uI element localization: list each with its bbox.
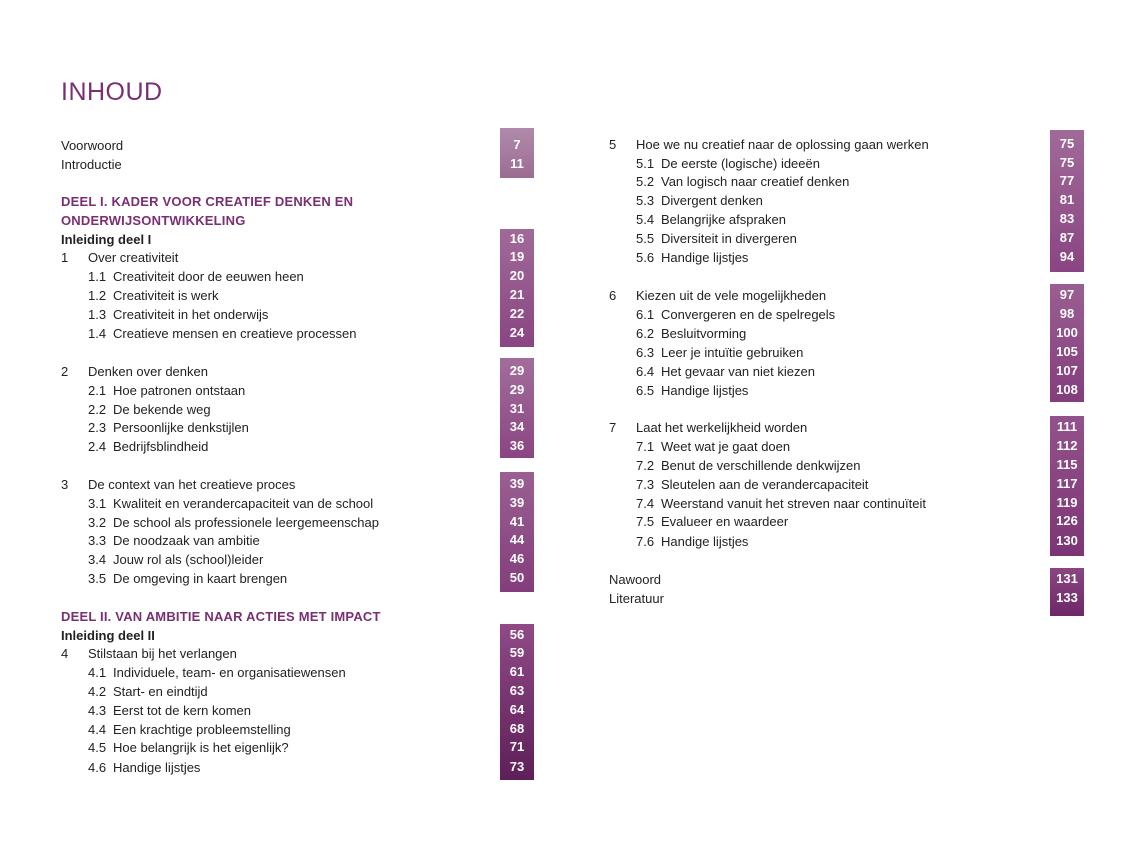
toc-entry-label: Handige lijstjes	[113, 760, 201, 775]
toc-entry-label: Hoe belangrijk is het eigenlijk?	[113, 740, 289, 755]
toc-page-number: 34	[509, 419, 525, 434]
toc-page-number: 50	[509, 570, 525, 585]
section-number: 6.2	[636, 326, 655, 341]
toc-entry-label: Weet wat je gaat doen	[661, 439, 791, 454]
toc-page-number: 97	[1059, 287, 1075, 302]
toc-page-number: 111	[1056, 419, 1078, 434]
section-number: 2.4	[88, 439, 107, 454]
section-number: 4.4	[88, 722, 107, 737]
toc-page-number: 94	[1059, 249, 1075, 264]
toc-page-number: 105	[1056, 344, 1078, 359]
section-number: 3.3	[88, 533, 107, 548]
toc-page-number: 36	[509, 438, 525, 453]
chapter-number: 2	[61, 364, 69, 379]
section-number: 1.1	[88, 269, 107, 284]
toc-page-number: 112	[1056, 438, 1078, 453]
toc-entry-label: Divergent denken	[661, 193, 763, 208]
section-number: 3.5	[88, 571, 107, 586]
toc-entry-label: Sleutelen aan de verandercapaciteit	[661, 477, 869, 492]
toc-page-number: 117	[1056, 476, 1078, 491]
toc-page-number: 107	[1056, 363, 1078, 378]
toc-page-number: 16	[509, 231, 525, 246]
section-number: 1.4	[88, 326, 107, 341]
chapter-number: 5	[609, 137, 617, 152]
toc-entry-label: De omgeving in kaart brengen	[113, 571, 288, 586]
toc-page-number: 75	[1059, 155, 1075, 170]
toc-entry-label: Handige lijstjes	[661, 534, 749, 549]
toc-page-number: 130	[1056, 533, 1078, 548]
toc-entry-label: Persoonlijke denkstijlen	[113, 420, 249, 435]
chapter-number: 1	[61, 250, 69, 265]
section-number: 4.1	[88, 665, 107, 680]
toc-page-number: 87	[1059, 230, 1075, 245]
toc-entry-label: Hoe we nu creatief naar de oplossing gaan werken	[636, 137, 929, 152]
toc-page-number: 131	[1056, 571, 1078, 586]
section-number: 5.6	[636, 250, 655, 265]
section-number: 3.2	[88, 515, 107, 530]
toc-page-number: 24	[509, 325, 525, 340]
toc-title: INHOUD	[61, 78, 163, 106]
toc-page-number: 59	[509, 645, 525, 660]
toc-page-number: 31	[509, 401, 525, 416]
toc-entry-label: Start- en eindtijd	[113, 684, 208, 699]
toc-entry-label: Evalueer en waardeer	[661, 514, 789, 529]
toc-entry-label: De bekende weg	[113, 402, 211, 417]
section-number: 7.3	[636, 477, 655, 492]
part-heading: DEEL II. VAN AMBITIE NAAR ACTIES MET IMPACT	[61, 609, 381, 624]
section-number: 5.5	[636, 231, 655, 246]
chapter-number: 6	[609, 288, 617, 303]
section-number: 7.5	[636, 514, 655, 529]
toc-entry-label: Convergeren en de spelregels	[661, 307, 836, 322]
toc-entry-label: De noodzaak van ambitie	[113, 533, 260, 548]
toc-entry-label: Creatieve mensen en creatieve processen	[113, 326, 357, 341]
toc-entry-label: Van logisch naar creatief denken	[661, 174, 850, 189]
toc-page-number: 100	[1056, 325, 1078, 340]
section-number: 4.3	[88, 703, 107, 718]
toc-page-number: 39	[509, 476, 525, 491]
toc-left-column	[61, 0, 541, 868]
toc-entry-label: Voorwoord	[61, 138, 124, 153]
section-number: 4.2	[88, 684, 107, 699]
section-number: 4.6	[88, 760, 107, 775]
toc-entry-label: De school als professionele leergemeenschap	[113, 515, 379, 530]
section-number: 1.3	[88, 307, 107, 322]
section-number: 5.1	[636, 156, 655, 171]
toc-page-number: 64	[509, 702, 525, 717]
toc-page-number: 19	[509, 249, 525, 264]
toc-entry-label: Hoe patronen ontstaan	[113, 383, 246, 398]
section-number: 7.2	[636, 458, 655, 473]
toc-entry-label: Kiezen uit de vele mogelijkheden	[636, 288, 827, 303]
toc-right-column	[609, 0, 1089, 868]
section-number: 6.3	[636, 345, 655, 360]
toc-entry-label: Het gevaar van niet kiezen	[661, 364, 815, 379]
toc-page-number: 75	[1059, 136, 1075, 151]
toc-page-number: 77	[1059, 173, 1075, 188]
toc-page-number: 115	[1056, 457, 1078, 472]
toc-entry-label: Belangrijke afspraken	[661, 212, 787, 227]
toc-entry-label: Nawoord	[609, 572, 662, 587]
toc-entry-label: Creativiteit door de eeuwen heen	[113, 269, 304, 284]
toc-entry-label: Eerst tot de kern komen	[113, 703, 252, 718]
toc-entry-label: Over creativiteit	[88, 250, 179, 265]
toc-entry-label: Een krachtige probleemstelling	[113, 722, 291, 737]
toc-entry-label: Inleiding deel I	[61, 232, 152, 247]
section-number: 6.5	[636, 383, 655, 398]
section-number: 2.2	[88, 402, 107, 417]
toc-entry-label: Leer je intuïtie gebruiken	[661, 345, 804, 360]
section-number: 7.4	[636, 496, 655, 511]
toc-entry-label: Handige lijstjes	[661, 250, 749, 265]
toc-entry-label: Besluitvorming	[661, 326, 747, 341]
toc-page-number: 63	[509, 683, 525, 698]
toc-entry-label: Bedrijfsblindheid	[113, 439, 209, 454]
section-number: 5.2	[636, 174, 655, 189]
section-number: 5.3	[636, 193, 655, 208]
toc-page-number: 71	[509, 739, 525, 754]
section-number: 5.4	[636, 212, 655, 227]
toc-page-number: 20	[509, 268, 525, 283]
toc-page-number: 108	[1056, 382, 1078, 397]
toc-entry-label: Creativiteit in het onderwijs	[113, 307, 269, 322]
toc-page-number: 22	[509, 306, 525, 321]
section-number: 3.4	[88, 552, 107, 567]
toc-page-number: 39	[509, 495, 525, 510]
toc-page-number: 46	[509, 551, 525, 566]
toc-page-number: 41	[509, 514, 525, 529]
chapter-number: 4	[61, 646, 69, 661]
toc-page-number: 11	[510, 156, 524, 171]
toc-page-number: 81	[1059, 192, 1075, 207]
toc-entry-label: Benut de verschillende denkwijzen	[661, 458, 861, 473]
toc-page-number: 133	[1056, 590, 1078, 605]
chapter-number: 7	[609, 420, 617, 435]
section-number: 6.4	[636, 364, 655, 379]
toc-page-number: 73	[509, 759, 525, 774]
toc-entry-label: Diversiteit in divergeren	[661, 231, 797, 246]
toc-entry-label: Literatuur	[609, 591, 664, 606]
toc-entry-label: De context van het creatieve proces	[88, 477, 296, 492]
toc-entry-label: Inleiding deel II	[61, 628, 155, 643]
toc-page-number: 126	[1056, 513, 1078, 528]
toc-page-number: 44	[509, 532, 525, 547]
toc-entry-label: Creativiteit is werk	[113, 288, 219, 303]
section-number: 7.6	[636, 534, 655, 549]
chapter-number: 3	[61, 477, 69, 492]
section-number: 2.1	[88, 383, 107, 398]
toc-page-number: 29	[509, 382, 525, 397]
section-number: 1.2	[88, 288, 107, 303]
toc-page-number: 98	[1059, 306, 1075, 321]
toc-entry-label: De eerste (logische) ideeën	[661, 156, 820, 171]
section-number: 7.1	[636, 439, 655, 454]
part-heading: DEEL I. KADER VOOR CREATIEF DENKEN EN	[61, 194, 354, 209]
toc-entry-label: Individuele, team- en organisatiewensen	[113, 665, 346, 680]
toc-page-number: 56	[509, 627, 525, 642]
toc-entry-label: Handige lijstjes	[661, 383, 749, 398]
toc-page-number: 68	[509, 721, 525, 736]
part-heading: ONDERWIJSONTWIKKELING	[61, 213, 246, 228]
toc-entry-label: Stilstaan bij het verlangen	[88, 646, 237, 661]
toc-page-number: 61	[509, 664, 525, 679]
section-number: 6.1	[636, 307, 655, 322]
toc-entry-label: Jouw rol als (school)leider	[113, 552, 264, 567]
toc-page-number: 29	[509, 363, 525, 378]
toc-entry-label: Laat het werkelijkheid worden	[636, 420, 808, 435]
toc-page-number: 119	[1056, 495, 1078, 510]
section-number: 2.3	[88, 420, 107, 435]
toc-entry-label: Denken over denken	[88, 364, 208, 379]
section-number: 4.5	[88, 740, 107, 755]
toc-page-number: 7	[513, 137, 521, 152]
toc-page-number: 21	[509, 287, 525, 302]
toc-page-number: 83	[1059, 211, 1075, 226]
toc-entry-label: Introductie	[61, 157, 122, 172]
section-number: 3.1	[88, 496, 107, 511]
toc-entry-label: Weerstand vanuit het streven naar continuïteit	[661, 496, 926, 511]
toc-entry-label: Kwaliteit en verandercapaciteit van de school	[113, 496, 374, 511]
